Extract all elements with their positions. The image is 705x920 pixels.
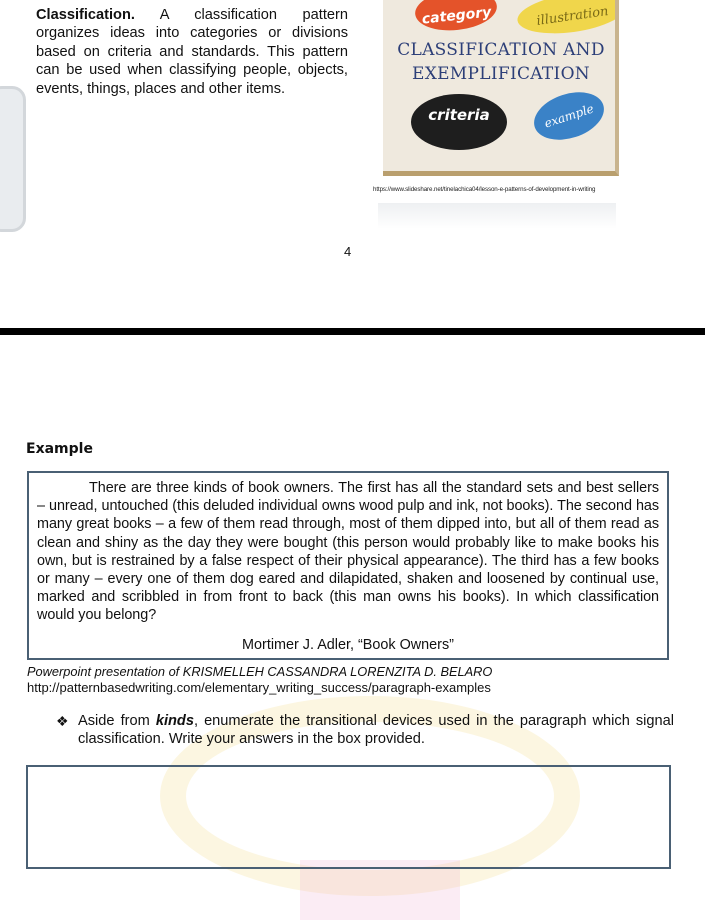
graphic-source-url[interactable]: https://www.slideshare.net/tinelachica04/lesson-e-patterns-of-development-in-writing bbox=[373, 186, 596, 193]
instruction-prefix: Aside from bbox=[78, 713, 156, 729]
page-number: 4 bbox=[344, 244, 352, 259]
source-url-link[interactable]: http://patternbasedwriting.com/elementary_writing_success/paragraph-examples bbox=[27, 680, 491, 695]
answer-box[interactable] bbox=[26, 765, 671, 869]
example-label: example bbox=[528, 84, 610, 148]
graphic-shadow bbox=[378, 203, 616, 229]
page-divider bbox=[0, 328, 705, 335]
graphic-title-line1: CLASSIFICATION AND bbox=[397, 40, 605, 60]
presentation-credit: Powerpoint presentation of KRISMELLEH CASSANDRA LORENZITA D. BELARO bbox=[27, 664, 493, 679]
instruction-keyword: kinds bbox=[155, 713, 194, 729]
example-paragraph: There are three kinds of book owners. The first has all the standard sets and best sellers – unread, untouched (this deluded individual owns wood pulp and ink, not books). The second has many great books – a few of them read through, most of them dipped into, but all of them read as clean and shiny as the day they were bought (this person would probably like to make books his own, but is restrained by a false respect of their physical appearance). The third has a few books or many – every one of them dog eared and dilapidated, shaken and loosened by continual use, marked and scribbled in from front to back (this man owns his books). In which classification would you belong? bbox=[37, 480, 659, 624]
illustration-label: illustration bbox=[515, 0, 619, 39]
example-citation: Mortimer J. Adler, “Book Owners” bbox=[242, 637, 454, 653]
graphic-title-line2: EXEMPLIFICATION bbox=[411, 64, 590, 84]
side-tab-decoration bbox=[0, 86, 26, 232]
intro-paragraph bbox=[36, 6, 348, 98]
instruction-suffix: , enumerate the transitional devices used in the paragraph which signal classification. Write your answers in the box provided. bbox=[78, 713, 674, 748]
criteria-label: criteria bbox=[411, 94, 507, 150]
classification-graphic bbox=[383, 0, 619, 176]
example-heading: Example bbox=[26, 441, 93, 457]
intro-text: A classification pattern organizes ideas into categories or divisions based on criteria and standards. This pattern can be used when classifying people, objects, events, things, places and other items. bbox=[36, 7, 348, 97]
intro-term: Classification. bbox=[36, 7, 135, 23]
instruction-text bbox=[78, 712, 674, 748]
diamond-bullet-icon: ❖ bbox=[56, 713, 69, 729]
watermark-bottom bbox=[300, 860, 460, 920]
category-label: category bbox=[413, 0, 499, 34]
example-box bbox=[27, 471, 669, 660]
